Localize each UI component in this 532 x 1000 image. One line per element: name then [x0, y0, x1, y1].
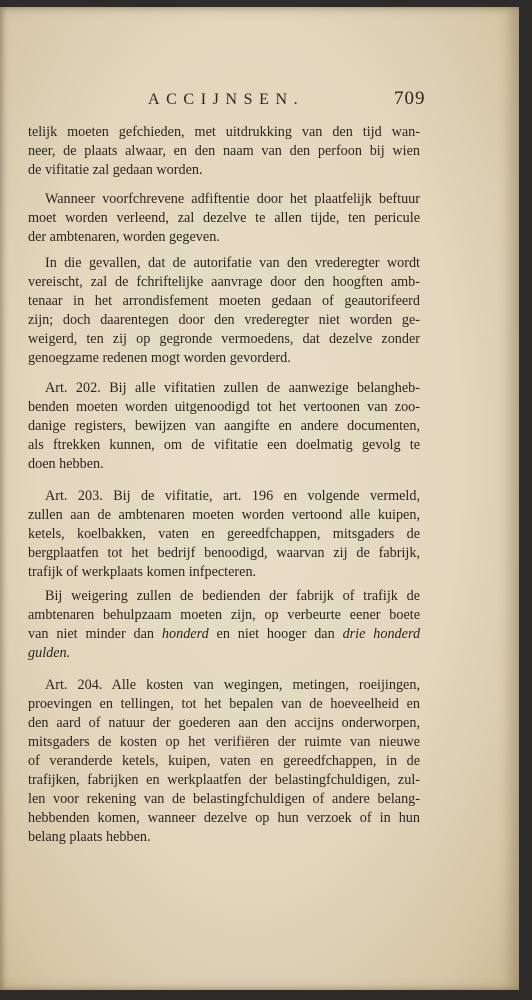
text-line: tenaar in het arrondisfement moeten gedaan of geautorifeerd — [28, 293, 420, 309]
text-line: der ambtenaren, worden gegeven. — [28, 229, 220, 245]
text-line: weigerd, ten zij op gegronde vermoedens, dat dezelve zonder — [28, 331, 420, 347]
text-line: bergplaatfen tot het bedrijf benoodigd, waarvan zij de fabrijk, — [28, 545, 420, 561]
text-line: len voor rekening van de belastingfchuldigen of andere belang- — [28, 791, 420, 807]
text-line: genoegzame redenen mogt worden gevorderd. — [28, 350, 291, 366]
text-line: belang plaats hebben. — [28, 829, 151, 845]
article-203 — [28, 487, 420, 582]
italic-amount: honderd — [161, 626, 209, 642]
text-line — [28, 625, 420, 644]
text-line: neer, de plaats alwaar, en den naam van den perfoon bij wien — [28, 143, 420, 159]
paragraph — [28, 254, 420, 368]
article-204 — [28, 676, 420, 847]
text-line: Bij weigering zullen de bedienden der fabrijk of trafijk de — [45, 588, 420, 604]
page-number: 709 — [394, 88, 426, 109]
text-line: proevingen en tellingen, tot het bepalen van de hoeveelheid en — [28, 696, 420, 712]
paragraph — [28, 123, 420, 180]
text-line: danige registers, bewijzen van aangifte en andere documenten, — [28, 418, 420, 434]
article-202 — [28, 379, 420, 474]
text-line: In die gevallen, dat de autorifatie van den vrederegter wordt — [45, 255, 420, 271]
text-line: Wanneer voorfchrevene adfiftentie door het plaatfelijk beftuur — [45, 191, 420, 207]
text-line: de vifitatie zal gedaan worden. — [28, 162, 203, 178]
text-line: doen hebben. — [28, 456, 104, 472]
text-line: vereischt, zal de fchriftelijke aanvrage door den hoogften amb- — [28, 274, 420, 290]
paragraph — [28, 190, 420, 247]
paragraph — [28, 587, 420, 663]
text-line: trafijken, fabrijken en werkplaatfen der belastingfchuldigen, zul- — [28, 772, 420, 788]
italic-currency: gulden. — [28, 645, 71, 661]
text-line: of veranderde ketels, kuipen, vaten en gereedfchappen, in de — [28, 753, 420, 769]
text-line: telijk moeten gefchieden, met uitdrukking van den tijd wan- — [28, 124, 420, 140]
text-line: moet worden verleend, zal dezelve te allen tijde, ten pericule — [28, 210, 420, 226]
text-segment: van niet minder dan — [28, 626, 155, 642]
running-title: ACCIJNSEN. — [148, 91, 305, 108]
italic-amount: drie honderd — [342, 626, 420, 642]
text-line: Art. 204. Alle kosten van wegingen, metingen, roeijingen, — [45, 677, 420, 693]
text-line: trafijk of werkplaats komen infpecteren. — [28, 564, 257, 580]
text-line: den aard of natuur der goederen aan den accijns onderworpen, — [28, 715, 420, 731]
text-line: ambtenaren behulpzaam moeten zijn, op verbeurte eener boete — [28, 607, 420, 623]
text-line: benden moeten worden uitgenoodigd tot het vertoonen van zoo- — [28, 399, 420, 415]
text-segment: en niet hooger dan — [216, 626, 335, 642]
text-line: zijn; doch daarentegen door den vrederegter niet worden ge- — [28, 312, 420, 328]
text-line: ketels, koelbakken, vaten en gereedfchappen, mitsgaders de — [28, 526, 420, 542]
text-line: zullen aan de ambtenaren moeten worden vertoond alle kuipen, — [28, 507, 420, 523]
text-line: Art. 202. Bij alle vifitatien zullen de aanwezige belangheb- — [45, 380, 420, 396]
text-line: mitsgaders de kosten op het verifiëren der ruimte van nieuwe — [28, 734, 420, 750]
text-line: Art. 203. Bij de vifitatie, art. 196 en volgende vermeld, — [45, 488, 420, 504]
text-line: als ftrekken kunnen, om de vifitatie een doelmatig gevolg te — [28, 437, 420, 453]
text-line — [28, 644, 420, 663]
book-page — [0, 7, 519, 990]
text-line: hebbenden komen, wanneer dezelve op hun verzoek of in hun — [28, 810, 420, 826]
